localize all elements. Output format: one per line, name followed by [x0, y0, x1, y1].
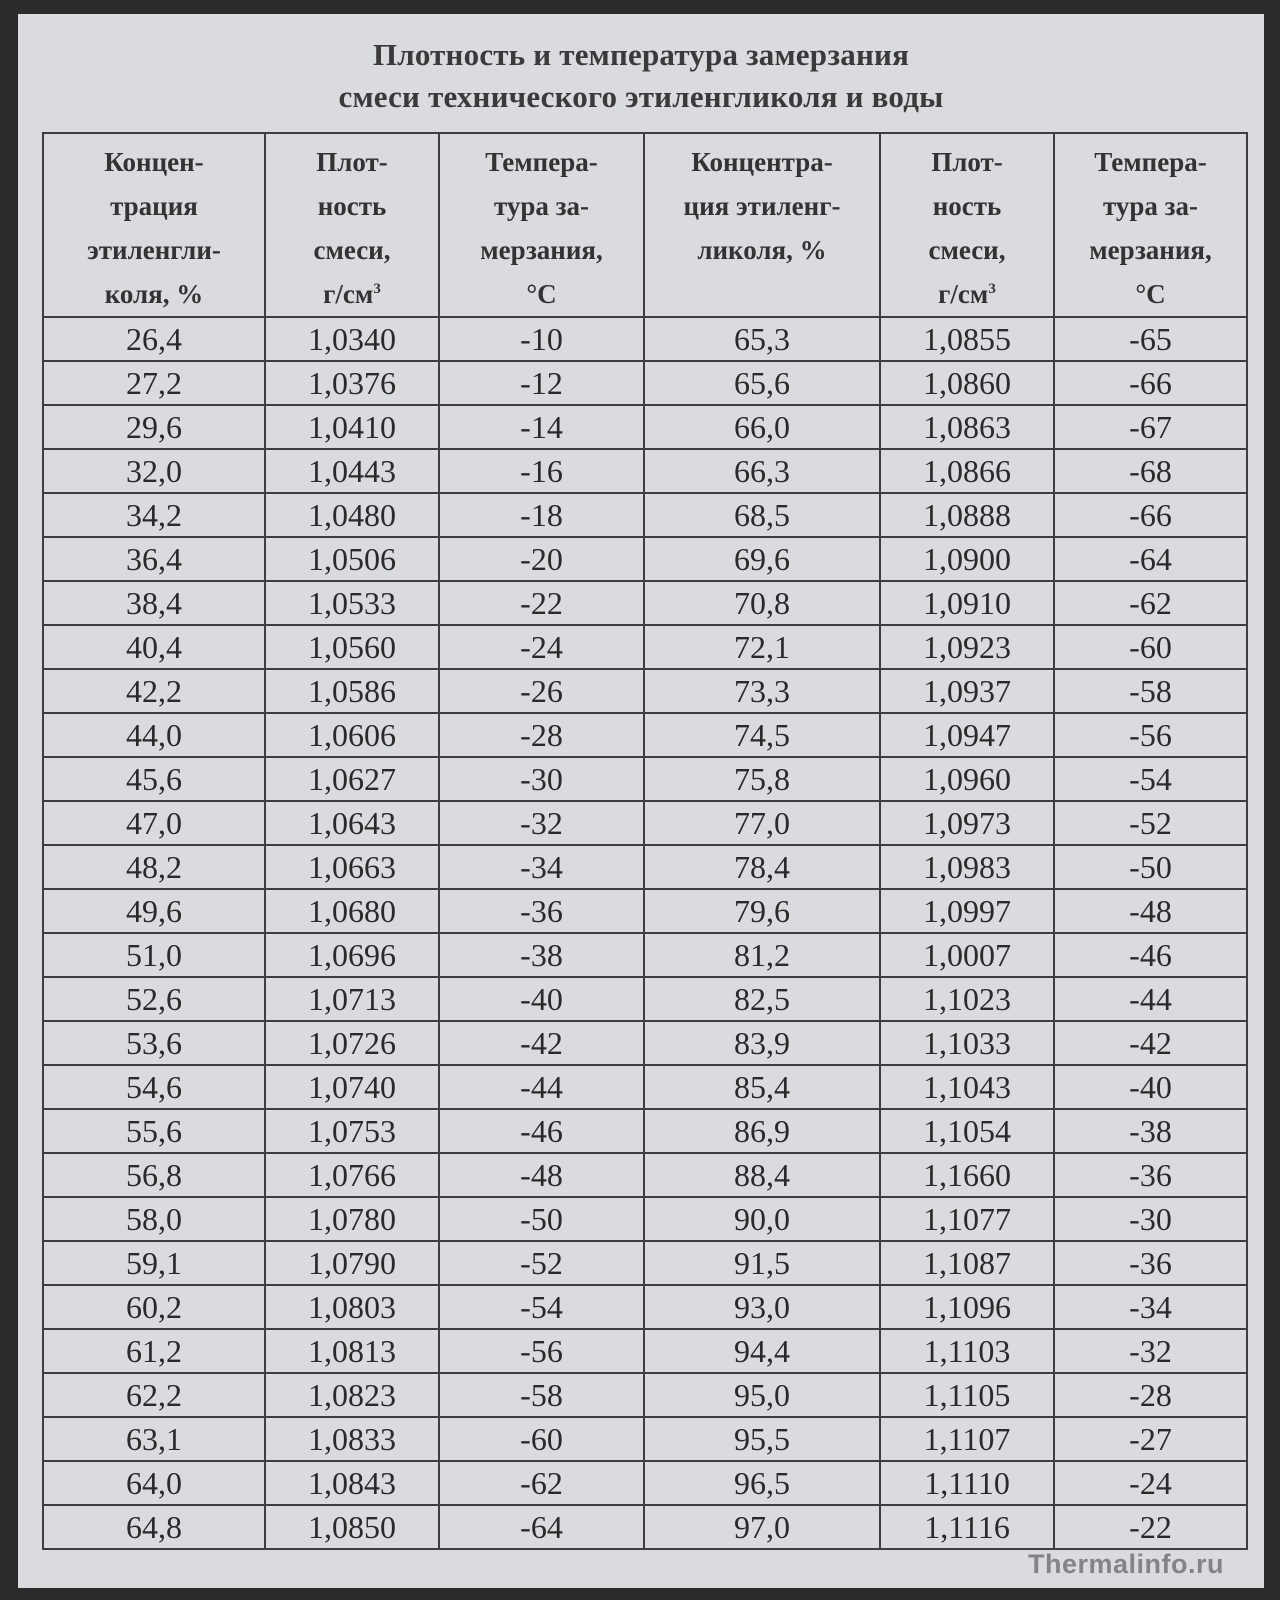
table-row	[43, 977, 1247, 1021]
data-table	[42, 132, 1248, 1550]
table-row	[43, 933, 1247, 977]
cell-concentration-1: 40,4	[43, 625, 265, 669]
cell-freezing-temp-1: -62	[439, 1461, 644, 1505]
cell-concentration-1: 64,0	[43, 1461, 265, 1505]
title-line-1: Плотность и температура замерзания	[372, 37, 910, 72]
cell-concentration-2: 88,4	[644, 1153, 880, 1197]
cell-freezing-temp-2: -66	[1054, 361, 1247, 405]
cell-freezing-temp-1: -42	[439, 1021, 644, 1065]
cell-density-2: 1,0973	[880, 801, 1054, 845]
cell-concentration-2: 81,2	[644, 933, 880, 977]
cell-freezing-temp-1: -30	[439, 757, 644, 801]
cell-density-1: 1,0410	[265, 405, 439, 449]
cell-density-2: 1,0007	[880, 933, 1054, 977]
cell-freezing-temp-2: -68	[1054, 449, 1247, 493]
cell-concentration-2: 78,4	[644, 845, 880, 889]
cell-concentration-1: 52,6	[43, 977, 265, 1021]
cell-freezing-temp-1: -54	[439, 1285, 644, 1329]
cell-density-1: 1,0627	[265, 757, 439, 801]
cell-concentration-1: 56,8	[43, 1153, 265, 1197]
cell-freezing-temp-2: -66	[1054, 493, 1247, 537]
cell-freezing-temp-2: -56	[1054, 713, 1247, 757]
cell-freezing-temp-2: -48	[1054, 889, 1247, 933]
cell-freezing-temp-1: -44	[439, 1065, 644, 1109]
cell-freezing-temp-2: -32	[1054, 1329, 1247, 1373]
cell-density-1: 1,0480	[265, 493, 439, 537]
cell-freezing-temp-2: -62	[1054, 581, 1247, 625]
cell-freezing-temp-1: -40	[439, 977, 644, 1021]
cell-density-2: 1,1054	[880, 1109, 1054, 1153]
cell-freezing-temp-1: -52	[439, 1241, 644, 1285]
cell-freezing-temp-2: -28	[1054, 1373, 1247, 1417]
cell-density-2: 1,1096	[880, 1285, 1054, 1329]
cell-density-2: 1,0900	[880, 537, 1054, 581]
table-row	[43, 1461, 1247, 1505]
table-row	[43, 493, 1247, 537]
cell-density-1: 1,0823	[265, 1373, 439, 1417]
cell-freezing-temp-2: -67	[1054, 405, 1247, 449]
cell-freezing-temp-1: -32	[439, 801, 644, 845]
cell-density-2: 1,1087	[880, 1241, 1054, 1285]
cell-freezing-temp-1: -34	[439, 845, 644, 889]
cell-concentration-1: 60,2	[43, 1285, 265, 1329]
cell-concentration-1: 47,0	[43, 801, 265, 845]
cell-freezing-temp-2: -58	[1054, 669, 1247, 713]
cell-density-1: 1,0680	[265, 889, 439, 933]
unit-superscript: 3	[373, 281, 381, 297]
cell-concentration-2: 77,0	[644, 801, 880, 845]
cell-freezing-temp-2: -42	[1054, 1021, 1247, 1065]
cell-freezing-temp-2: -22	[1054, 1505, 1247, 1549]
cell-concentration-1: 27,2	[43, 361, 265, 405]
cell-density-1: 1,0766	[265, 1153, 439, 1197]
cell-concentration-1: 44,0	[43, 713, 265, 757]
cell-density-1: 1,0813	[265, 1329, 439, 1373]
cell-density-1: 1,0843	[265, 1461, 439, 1505]
cell-density-1: 1,0803	[265, 1285, 439, 1329]
cell-density-2: 1,0910	[880, 581, 1054, 625]
cell-concentration-1: 51,0	[43, 933, 265, 977]
cell-concentration-2: 97,0	[644, 1505, 880, 1549]
cell-concentration-2: 93,0	[644, 1285, 880, 1329]
cell-freezing-temp-1: -16	[439, 449, 644, 493]
cell-concentration-2: 75,8	[644, 757, 880, 801]
table-row	[43, 317, 1247, 361]
cell-freezing-temp-1: -10	[439, 317, 644, 361]
cell-freezing-temp-2: -64	[1054, 537, 1247, 581]
table-row	[43, 1197, 1247, 1241]
cell-density-2: 1,1077	[880, 1197, 1054, 1241]
cell-concentration-1: 61,2	[43, 1329, 265, 1373]
cell-density-1: 1,0713	[265, 977, 439, 1021]
cell-concentration-1: 48,2	[43, 845, 265, 889]
cell-concentration-1: 45,6	[43, 757, 265, 801]
cell-freezing-temp-1: -24	[439, 625, 644, 669]
cell-density-1: 1,0753	[265, 1109, 439, 1153]
cell-freezing-temp-1: -36	[439, 889, 644, 933]
cell-concentration-1: 53,6	[43, 1021, 265, 1065]
header-density-2: Плот- ность смеси, $г/см^3$	[880, 133, 1054, 317]
cell-density-2: 1,0863	[880, 405, 1054, 449]
cell-density-2: 1,1110	[880, 1461, 1054, 1505]
table-row	[43, 1109, 1247, 1153]
cell-freezing-temp-2: -50	[1054, 845, 1247, 889]
cell-freezing-temp-1: -38	[439, 933, 644, 977]
cell-concentration-2: 68,5	[644, 493, 880, 537]
table-row	[43, 1153, 1247, 1197]
cell-density-1: 1,0560	[265, 625, 439, 669]
cell-concentration-2: 94,4	[644, 1329, 880, 1373]
cell-density-1: 1,0533	[265, 581, 439, 625]
cell-concentration-2: 74,5	[644, 713, 880, 757]
header-concentration-1: Концен- трация этиленгли- коля, %	[43, 133, 265, 317]
cell-density-2: 1,0997	[880, 889, 1054, 933]
table-row	[43, 1417, 1247, 1461]
header-freezing-temp-1: Темпера- тура за- мерзания, °С	[439, 133, 644, 317]
cell-freezing-temp-2: -24	[1054, 1461, 1247, 1505]
cell-concentration-2: 96,5	[644, 1461, 880, 1505]
cell-density-1: 1,0606	[265, 713, 439, 757]
cell-concentration-2: 66,3	[644, 449, 880, 493]
cell-density-2: 1,0855	[880, 317, 1054, 361]
cell-concentration-2: 91,5	[644, 1241, 880, 1285]
cell-concentration-2: 82,5	[644, 977, 880, 1021]
cell-density-1: 1,0833	[265, 1417, 439, 1461]
cell-concentration-1: 54,6	[43, 1065, 265, 1109]
cell-density-2: 1,0860	[880, 361, 1054, 405]
cell-freezing-temp-1: -56	[439, 1329, 644, 1373]
cell-density-2: 1,1023	[880, 977, 1054, 1021]
table-row	[43, 1505, 1247, 1549]
document-sheet	[18, 14, 1264, 1588]
cell-freezing-temp-1: -20	[439, 537, 644, 581]
cell-density-1: 1,0586	[265, 669, 439, 713]
table-row	[43, 537, 1247, 581]
cell-freezing-temp-2: -46	[1054, 933, 1247, 977]
cell-concentration-2: 70,8	[644, 581, 880, 625]
cell-density-2: 1,1107	[880, 1417, 1054, 1461]
cell-freezing-temp-1: -50	[439, 1197, 644, 1241]
cell-concentration-2: 69,6	[644, 537, 880, 581]
cell-concentration-1: 63,1	[43, 1417, 265, 1461]
cell-density-2: 1,0960	[880, 757, 1054, 801]
cell-concentration-2: 83,9	[644, 1021, 880, 1065]
table-body	[43, 317, 1247, 1549]
cell-concentration-2: 65,6	[644, 361, 880, 405]
table-row	[43, 361, 1247, 405]
cell-concentration-2: 86,9	[644, 1109, 880, 1153]
cell-density-2: 1,1116	[880, 1505, 1054, 1549]
cell-freezing-temp-2: -52	[1054, 801, 1247, 845]
table-row	[43, 1373, 1247, 1417]
cell-freezing-temp-2: -38	[1054, 1109, 1247, 1153]
cell-concentration-1: 36,4	[43, 537, 265, 581]
cell-density-1: 1,0643	[265, 801, 439, 845]
cell-density-2: 1,1043	[880, 1065, 1054, 1109]
table-row	[43, 1241, 1247, 1285]
cell-freezing-temp-1: -48	[439, 1153, 644, 1197]
cell-freezing-temp-2: -36	[1054, 1153, 1247, 1197]
cell-concentration-1: 49,6	[43, 889, 265, 933]
cell-concentration-1: 62,2	[43, 1373, 265, 1417]
table-row	[43, 801, 1247, 845]
table-title	[38, 34, 1244, 118]
cell-density-1: 1,0740	[265, 1065, 439, 1109]
cell-density-2: 1,0923	[880, 625, 1054, 669]
cell-density-1: 1,0506	[265, 537, 439, 581]
cell-density-1: 1,0790	[265, 1241, 439, 1285]
cell-concentration-1: 34,2	[43, 493, 265, 537]
cell-concentration-1: 26,4	[43, 317, 265, 361]
table-row	[43, 713, 1247, 757]
cell-density-2: 1,1660	[880, 1153, 1054, 1197]
cell-concentration-2: 66,0	[644, 405, 880, 449]
cell-freezing-temp-2: -65	[1054, 317, 1247, 361]
cell-density-2: 1,0947	[880, 713, 1054, 757]
cell-freezing-temp-2: -60	[1054, 625, 1247, 669]
cell-density-1: 1,0443	[265, 449, 439, 493]
cell-density-2: 1,1033	[880, 1021, 1054, 1065]
cell-freezing-temp-2: -44	[1054, 977, 1247, 1021]
cell-freezing-temp-1: -64	[439, 1505, 644, 1549]
cell-concentration-2: 79,6	[644, 889, 880, 933]
cell-density-1: 1,0850	[265, 1505, 439, 1549]
cell-concentration-1: 59,1	[43, 1241, 265, 1285]
cell-concentration-2: 65,3	[644, 317, 880, 361]
cell-density-2: 1,0866	[880, 449, 1054, 493]
cell-density-2: 1,0937	[880, 669, 1054, 713]
cell-freezing-temp-1: -18	[439, 493, 644, 537]
cell-concentration-2: 95,0	[644, 1373, 880, 1417]
cell-freezing-temp-1: -58	[439, 1373, 644, 1417]
table-row	[43, 1329, 1247, 1373]
cell-concentration-1: 58,0	[43, 1197, 265, 1241]
header-concentration-2: Концентра- ция этиленг- ликоля, %	[644, 133, 880, 317]
cell-concentration-1: 32,0	[43, 449, 265, 493]
cell-freezing-temp-1: -28	[439, 713, 644, 757]
cell-concentration-2: 95,5	[644, 1417, 880, 1461]
cell-density-1: 1,0780	[265, 1197, 439, 1241]
table-row	[43, 845, 1247, 889]
watermark: Thermalinfo.ru	[1027, 1549, 1224, 1579]
cell-density-2: 1,0983	[880, 845, 1054, 889]
title-line-2: смеси технического этиленгликоля и воды	[338, 79, 944, 114]
header-freezing-temp-2: Темпера- тура за- мерзания, °С	[1054, 133, 1247, 317]
cell-freezing-temp-2: -54	[1054, 757, 1247, 801]
cell-density-1: 1,0726	[265, 1021, 439, 1065]
cell-density-1: 1,0340	[265, 317, 439, 361]
table-row	[43, 1021, 1247, 1065]
cell-concentration-1: 29,6	[43, 405, 265, 449]
table-row	[43, 669, 1247, 713]
cell-freezing-temp-2: -40	[1054, 1065, 1247, 1109]
table-row	[43, 889, 1247, 933]
cell-freezing-temp-2: -34	[1054, 1285, 1247, 1329]
cell-freezing-temp-1: -60	[439, 1417, 644, 1461]
table-row	[43, 1285, 1247, 1329]
cell-concentration-1: 38,4	[43, 581, 265, 625]
table-row	[43, 625, 1247, 669]
cell-freezing-temp-2: -36	[1054, 1241, 1247, 1285]
cell-concentration-1: 64,8	[43, 1505, 265, 1549]
cell-density-2: 1,0888	[880, 493, 1054, 537]
cell-concentration-2: 73,3	[644, 669, 880, 713]
cell-freezing-temp-1: -22	[439, 581, 644, 625]
cell-concentration-2: 72,1	[644, 625, 880, 669]
cell-freezing-temp-2: -30	[1054, 1197, 1247, 1241]
cell-density-2: 1,1105	[880, 1373, 1054, 1417]
cell-freezing-temp-1: -14	[439, 405, 644, 449]
cell-density-1: 1,0663	[265, 845, 439, 889]
unit-superscript: 3	[988, 281, 996, 297]
cell-concentration-1: 55,6	[43, 1109, 265, 1153]
cell-freezing-temp-1: -26	[439, 669, 644, 713]
table-row	[43, 449, 1247, 493]
cell-concentration-2: 90,0	[644, 1197, 880, 1241]
cell-concentration-2: 85,4	[644, 1065, 880, 1109]
cell-density-1: 1,0376	[265, 361, 439, 405]
cell-freezing-temp-1: -12	[439, 361, 644, 405]
cell-density-2: 1,1103	[880, 1329, 1054, 1373]
cell-density-1: 1,0696	[265, 933, 439, 977]
cell-freezing-temp-1: -46	[439, 1109, 644, 1153]
table-row	[43, 757, 1247, 801]
table-row	[43, 405, 1247, 449]
header-density-1: Плот- ность смеси, $г/см^3$	[265, 133, 439, 317]
cell-freezing-temp-2: -27	[1054, 1417, 1247, 1461]
table-row	[43, 581, 1247, 625]
header-row	[43, 133, 1247, 317]
cell-concentration-1: 42,2	[43, 669, 265, 713]
table-row	[43, 1065, 1247, 1109]
